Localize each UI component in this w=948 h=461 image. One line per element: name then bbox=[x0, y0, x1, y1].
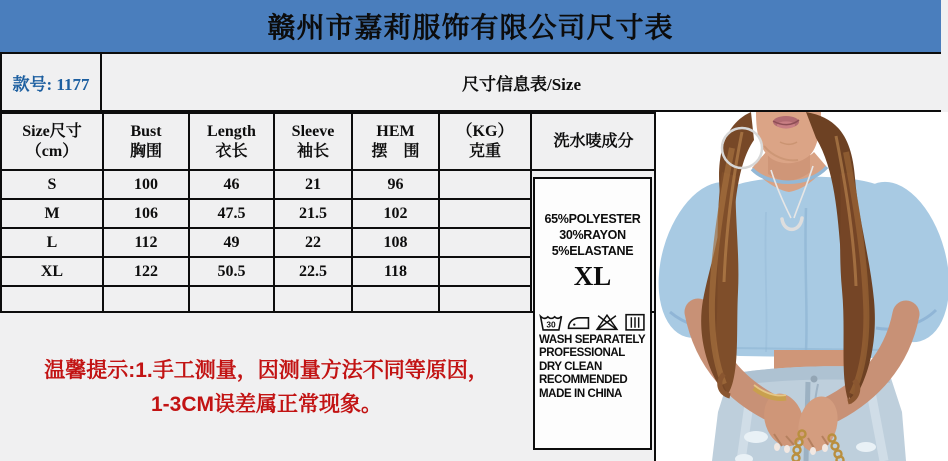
table-cell bbox=[189, 286, 274, 312]
table-cell: 47.5 bbox=[189, 199, 274, 228]
table-cell: 118 bbox=[352, 257, 439, 286]
column-header-weight: （KG） 克重 bbox=[439, 113, 531, 170]
info-row bbox=[0, 54, 941, 112]
table-header-row bbox=[1, 113, 656, 170]
column-header-bust: Bust 胸围 bbox=[103, 113, 189, 170]
table-cell: 108 bbox=[352, 228, 439, 257]
column-header-sleeve: Sleeve 袖长 bbox=[274, 113, 352, 170]
column-header-hem: HEM 摆 围 bbox=[352, 113, 439, 170]
table-cell: 22 bbox=[274, 228, 352, 257]
composition-line: 5%ELASTANE bbox=[551, 244, 634, 258]
svg-text:30: 30 bbox=[546, 319, 556, 330]
care-instruction-line: RECOMMENDED bbox=[539, 374, 628, 387]
iron-icon bbox=[566, 311, 592, 332]
fabric-composition bbox=[535, 211, 650, 259]
table-cell: 21.5 bbox=[274, 199, 352, 228]
column-header-size: Size尺寸 （cm） bbox=[1, 113, 103, 170]
table-cell bbox=[352, 286, 439, 312]
model-illustration bbox=[656, 112, 948, 461]
table-cell: 122 bbox=[103, 257, 189, 286]
notice-line: 1-3CM误差属正常现象。 bbox=[150, 393, 382, 416]
table-cell: 112 bbox=[103, 228, 189, 257]
composition-line: 30%RAYON bbox=[559, 228, 626, 242]
care-label-box bbox=[533, 177, 652, 450]
care-instruction-line: DRY CLEAN bbox=[539, 360, 602, 373]
table-cell bbox=[1, 286, 103, 312]
care-instructions bbox=[535, 334, 650, 401]
composition-line: 65%POLYESTER bbox=[544, 212, 641, 226]
do-not-bleach-icon bbox=[594, 311, 620, 332]
table-cell bbox=[439, 170, 531, 199]
table-cell: 50.5 bbox=[189, 257, 274, 286]
care-instruction-line: PROFESSIONAL bbox=[539, 347, 625, 360]
table-cell: S bbox=[1, 170, 103, 199]
drip-dry-icon bbox=[622, 311, 648, 332]
table-cell bbox=[274, 286, 352, 312]
column-header-wash-label: 洗水唛成分 bbox=[531, 113, 656, 170]
style-number: 款号: 1177 bbox=[0, 54, 102, 112]
care-instruction-line: WASH SEPARATELY bbox=[539, 334, 646, 346]
table-cell bbox=[103, 286, 189, 312]
table-cell: L bbox=[1, 228, 103, 257]
table-cell: 22.5 bbox=[274, 257, 352, 286]
company-title-bar bbox=[0, 0, 941, 54]
table-cell bbox=[439, 199, 531, 228]
measurement-notice bbox=[0, 354, 533, 422]
care-instruction-line: MADE IN CHINA bbox=[539, 387, 622, 400]
table-cell: 21 bbox=[274, 170, 352, 199]
table-cell: 106 bbox=[103, 199, 189, 228]
table-cell bbox=[439, 257, 531, 286]
table-cell: 96 bbox=[352, 170, 439, 199]
table-cell: 49 bbox=[189, 228, 274, 257]
table-cell bbox=[439, 286, 531, 312]
table-cell bbox=[439, 228, 531, 257]
size-table-title: 尺寸信息表/Size bbox=[102, 54, 941, 112]
table-cell: XL bbox=[1, 257, 103, 286]
table-cell: 100 bbox=[103, 170, 189, 199]
column-header-length: Length 衣长 bbox=[189, 113, 274, 170]
care-icons-row bbox=[535, 311, 650, 332]
notice-line: 温馨提示:1.手工测量，因测量方法不同等原因， bbox=[44, 359, 489, 382]
care-label-size: XL bbox=[573, 261, 612, 291]
product-photo bbox=[656, 112, 948, 461]
machine-wash-30-icon bbox=[538, 311, 564, 332]
company-title: 赣州市嘉莉服饰有限公司尺寸表 bbox=[267, 13, 674, 44]
table-cell: M bbox=[1, 199, 103, 228]
table-cell: 46 bbox=[189, 170, 274, 199]
table-cell: 102 bbox=[352, 199, 439, 228]
